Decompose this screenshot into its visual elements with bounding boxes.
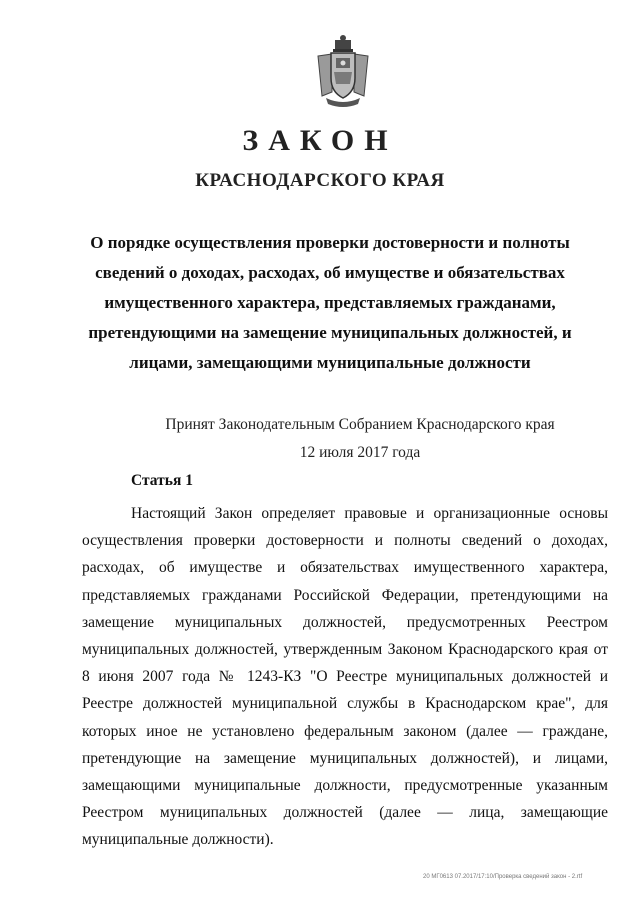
document-region: КРАСНОДАРСКОГО КРАЯ — [195, 170, 445, 191]
adoption-line: Принят Законодательным Собранием Краснодарского края — [165, 416, 555, 433]
article-paragraph: Настоящий Закон определяет правовые и организационные основы осуществления проверки достоверности и полноты сведений о доходах, расходах, об имуществе и обязательствах имущественного характера, представляемых гражданами Российской Федерации, претендующими на замещение муниципальных должностей, предусмотренных Реестром муниципальных должностей, утвержденным Законом Краснодарского края от 8 июня 2007 года № 1243-КЗ "О Реестре муниципальных должностей и Реестре должностей муниципальной службы в Краснодарском крае", для которых иное не установлено федеральным законом (далее — граждане, претендующие на замещение муниципальных должностей), и лицами, замещающими муниципальные должности, предусмотренные указанным Реестром муниципальных должностей (далее — лица, замещающие муниципальные должности). — [82, 505, 608, 849]
file-footer: 20 МГ0613 07.2017/17:10/Проверка сведений закон - 2.rtf — [423, 874, 583, 880]
adoption-date: 12 июля 2017 года — [299, 444, 421, 461]
document-title: ЗАКОН — [242, 124, 398, 157]
law-heading: О порядке осуществления проверки достоверности и полноты сведений о доходах, расходах, об имуществе и обязательствах имущественного характера, представляемых гражданами, претендующими на замещение муниципальных должностей, и лицами, замещающими муниципальные должности — [88, 233, 572, 372]
article-label: Статья 1 — [131, 472, 193, 489]
article-body — [82, 500, 608, 854]
adoption-info — [0, 411, 640, 467]
coat-of-arms-icon — [312, 34, 374, 110]
